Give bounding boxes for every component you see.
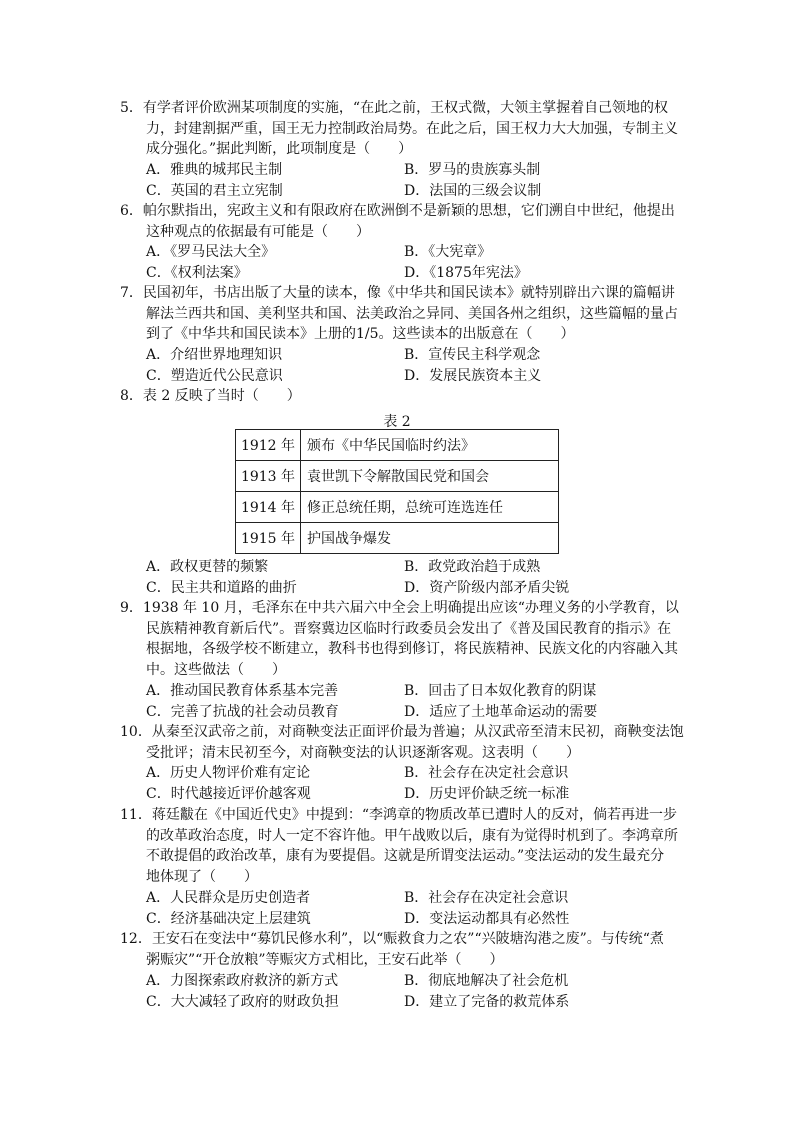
question-9 (120, 598, 680, 680)
question-7-line-1: 7．民国初年，书店出版了大量的读本，像《中华共和国民读本》就特别辟出六课的篇幅讲 (120, 285, 675, 301)
question-9-options (146, 681, 676, 722)
option-d[interactable]: D．变法运动都具有必然性 (404, 910, 570, 927)
option-b[interactable]: B．宣传民主科学观念 (404, 347, 541, 363)
option-c[interactable]: C．完善了抗战的社会动员教育 (146, 703, 339, 720)
question-11 (120, 805, 680, 887)
question-5 (120, 98, 680, 160)
question-11-line-2: 的改革政治态度，时人一定不容许他。甲午战败以后，康有为觉得时机到了。李鸿章所 (146, 827, 678, 844)
question-7 (120, 283, 680, 345)
option-a[interactable]: A．《罗马民法大全》 (146, 244, 276, 260)
option-a[interactable]: A．雅典的城邦民主制 (146, 162, 283, 178)
question-7-line-2: 解法兰西共和国、美利坚共和国、法美政治之异同、美国各州之组织，这些篇幅的量占 (146, 305, 678, 322)
table-row (236, 492, 559, 523)
option-b[interactable]: B．罗马的贵族寡头制 (404, 162, 541, 178)
option-c[interactable]: C．塑造近代公民意识 (146, 367, 283, 384)
table-year-cell: 1913 年 (236, 461, 301, 492)
option-d[interactable]: D．历史评价缺乏统一标准 (404, 785, 570, 802)
question-6-line-1: 6．帕尔默指出，宪政主义和有限政府在欧洲倒不是新颖的思想，它们溯自中世纪，他提出 (120, 203, 675, 219)
question-5-line-2: 力，封建割据严重，国王无力控制政治局势。在此之后，国王权力大大加强，专制主义 (146, 120, 678, 137)
question-5-line-3: 成分强化。”据此判断，此项制度是（ ） (146, 141, 413, 157)
table-event-cell: 修正总统任期，总统可连选连任 (301, 492, 559, 523)
question-10-line-1: 10．从秦至汉武帝之前，对商鞅变法正面评价最为普遍；从汉武帝至清末民初，商鞅变法饱 (120, 724, 684, 740)
question-5-options (146, 160, 676, 201)
question-10-options (146, 763, 676, 804)
question-12-line-1: 12．王安石在变法中“募饥民修水利”，以“赈救食力之农”“兴陂塘沟港之废”。与传统“煮 (120, 931, 664, 947)
table-caption: 表 2 (383, 414, 411, 430)
option-c[interactable]: C．英国的君主立宪制 (146, 182, 283, 199)
table-year-cell: 1915 年 (236, 523, 301, 554)
question-10-line-2: 受批评；清末民初至今，对商鞅变法的认识逐渐客观。这表明（ ） (146, 744, 580, 761)
table-row (236, 461, 559, 492)
question-5-line-1: 5．有学者评价欧洲某项制度的实施，“在此之前，王权式微，大领主掌握着自己领地的权 (120, 100, 669, 116)
option-b[interactable]: B．《大宪章》 (404, 244, 492, 260)
table-year-cell: 1912 年 (236, 430, 301, 461)
question-6-options (146, 242, 676, 283)
question-8-line-1: 8．表 2 反映了当时（ ） (120, 388, 301, 404)
question-11-line-3: 不敢提倡的政治改革，康有为要提倡。这就是所谓变法运动。”变法运动的发生最充分 (146, 848, 665, 864)
option-b[interactable]: B．政党政治趋于成熟 (404, 559, 541, 575)
question-8 (120, 386, 680, 407)
option-b[interactable]: B．社会存在决定社会意识 (404, 890, 569, 906)
table-event-cell: 颁布《中华民国临时约法》 (301, 430, 559, 461)
question-12-options (146, 971, 676, 1012)
question-11-line-1: 11．蒋廷黻在《中国近代史》中提到：“李鸿章的物质改革已遭时人的反对，倘若再进一步 (120, 807, 677, 823)
question-9-line-2: 民族精神教育新后代”。晋察冀边区临时行政委员会发出了《普及国民教育的指示》在 (146, 620, 672, 637)
option-c[interactable]: C．大大减轻了政府的财政负担 (146, 993, 339, 1010)
question-10 (120, 722, 684, 763)
question-7-options (146, 345, 676, 386)
question-12-line-2: 粥赈灾”“开仓放粮”等赈灾方式相比，王安石此举（ ） (146, 951, 504, 968)
option-c[interactable]: C．《权利法案》 (146, 264, 248, 281)
question-12 (120, 929, 680, 970)
option-b[interactable]: B．回击了日本奴化教育的阴谋 (404, 683, 597, 699)
option-d[interactable]: D．适应了土地革命运动的需要 (404, 703, 598, 720)
option-a[interactable]: A．历史人物评价难有定论 (146, 765, 311, 781)
option-a[interactable]: A．介绍世界地理知识 (146, 347, 283, 363)
question-11-line-4: 地体现了（ ） (146, 868, 258, 885)
table-row (236, 523, 559, 554)
option-c[interactable]: C．经济基础决定上层建筑 (146, 910, 311, 927)
option-b[interactable]: B．社会存在决定社会意识 (404, 765, 569, 781)
events-table (235, 429, 559, 554)
question-6-line-2: 这种观点的依据最有可能是（ ） (146, 223, 370, 240)
option-d[interactable]: D．《1875年宪法》 (404, 264, 528, 281)
table-event-cell: 袁世凯下令解散国民党和国会 (301, 461, 559, 492)
option-d[interactable]: D．发展民族资本主义 (404, 367, 542, 384)
table-year-cell: 1914 年 (236, 492, 301, 523)
option-a[interactable]: A．人民群众是历史创造者 (146, 890, 311, 906)
question-8-options (146, 557, 676, 598)
question-11-options (146, 888, 676, 929)
option-a[interactable]: A．力图探索政府救济的新方式 (146, 973, 339, 989)
question-7-line-3: 到了《中华共和国民读本》上册的1/5。这些读本的出版意在（ ） (146, 326, 575, 342)
option-a[interactable]: A．政权更替的频繁 (146, 559, 269, 575)
table-row (236, 430, 559, 461)
option-a[interactable]: A．推动国民教育体系基本完善 (146, 683, 339, 699)
option-c[interactable]: C．民主共和道路的曲折 (146, 579, 297, 596)
option-d[interactable]: D．资产阶级内部矛盾尖锐 (404, 579, 570, 596)
option-d[interactable]: D．法国的三级会议制 (404, 182, 542, 199)
question-6 (120, 201, 680, 242)
table-event-cell: 护国战争爆发 (301, 523, 559, 554)
question-9-line-4: 中。这些做法（ ） (146, 661, 286, 678)
option-c[interactable]: C．时代越接近评价越客观 (146, 785, 311, 802)
question-9-line-1: 9．1938 年 10 月，毛泽东在中共六届六中全会上明确提出应该“办理义务的小学教育，以 (120, 600, 679, 616)
question-9-line-3: 根据地，各级学校不断建立，教科书也得到修订，将民族精神、民族文化的内容融入其 (146, 641, 678, 657)
option-b[interactable]: B．彻底地解决了社会危机 (404, 973, 569, 989)
option-d[interactable]: D．建立了完备的救荒体系 (404, 993, 570, 1010)
